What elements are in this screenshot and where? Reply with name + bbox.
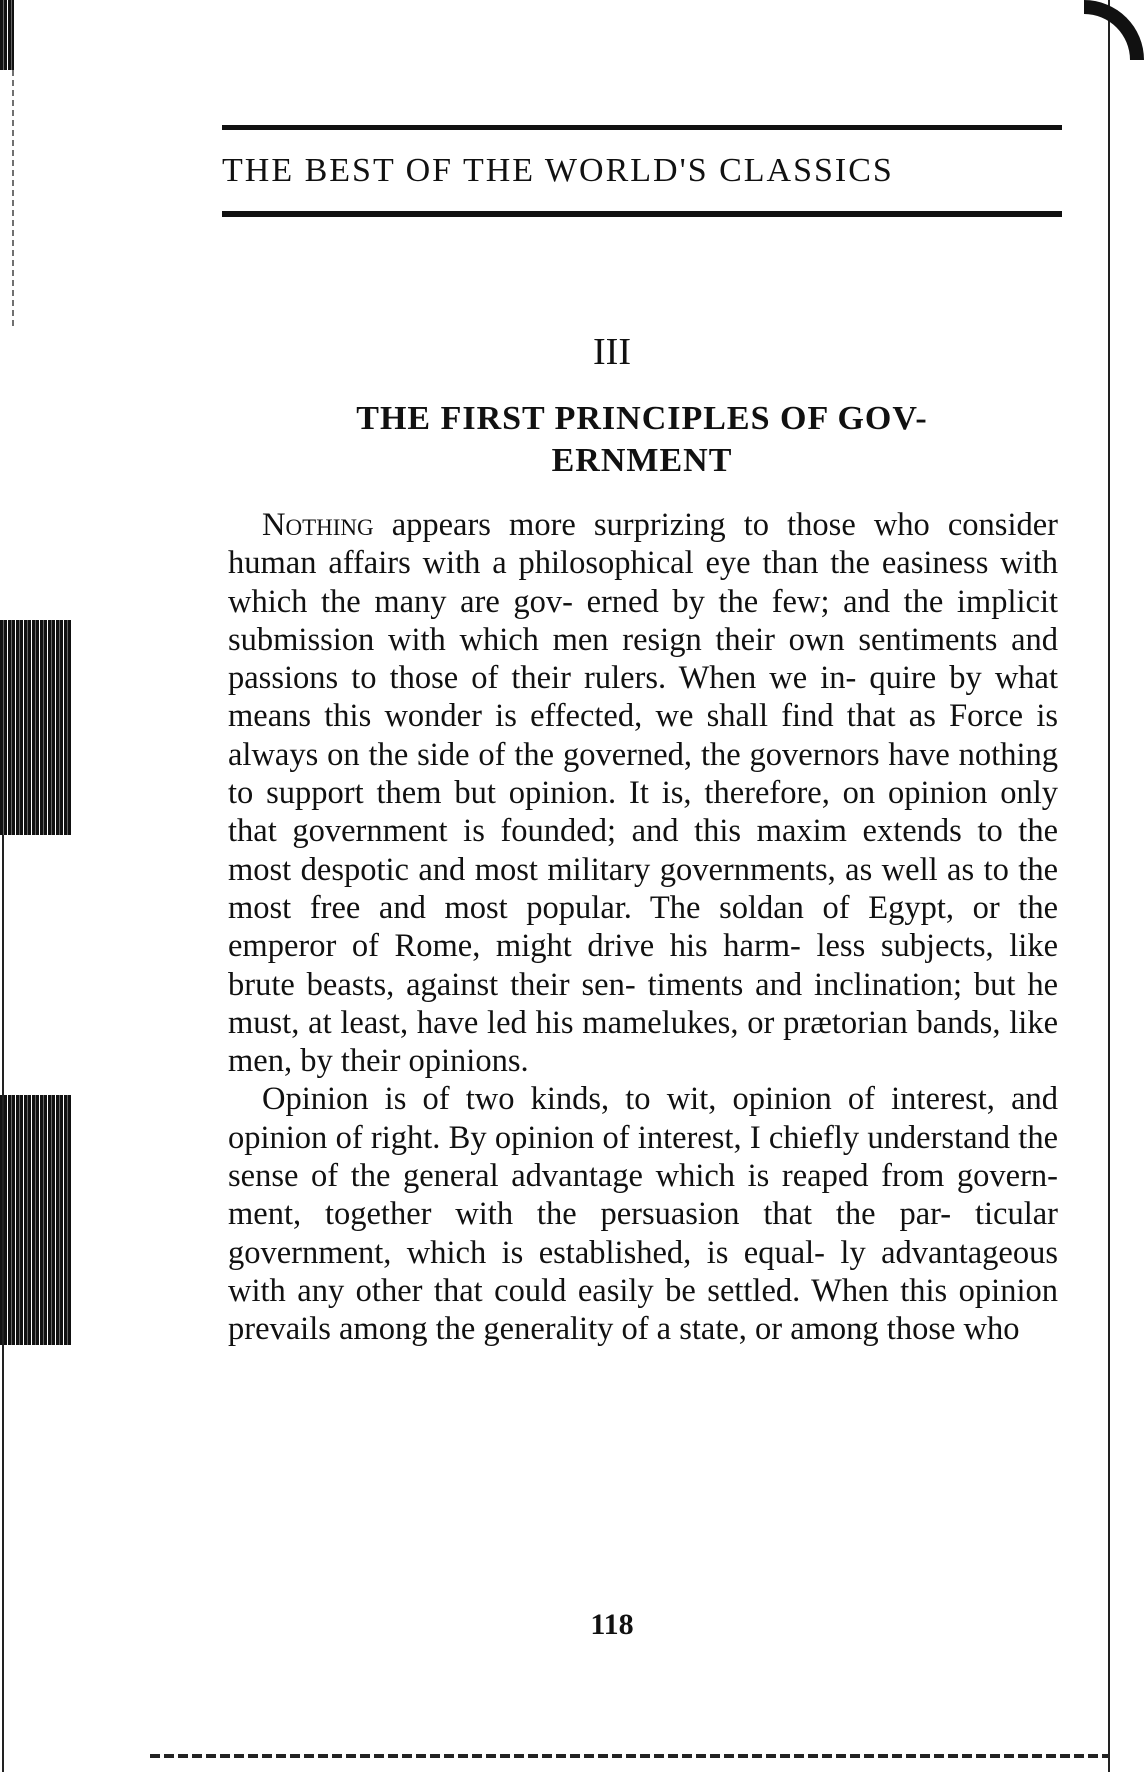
chapter-numeral: III (593, 331, 631, 373)
paragraph-1-text: appears more surprizing to those who consider human affairs with a philosophical eye than the easiness with which the many are gov- erned by the few; and the implicit submission with which men resign their own sentiments and passions to those of their rulers. When we in- quire by what means this wonder is effected, we shall find that as Force is always on the side of the governed, the governors have nothing to support them but opinion. It is, therefore, on opinion only that government is founded; and this maxim extends to the most despotic and most military governments, as well as to the most free and most popular. The soldan of Egypt, or the emperor of Rome, might drive his harm- less subjects, like brute beasts, against their sen- timents and inclination; but he must, at least, have led his mamelukes, or prætorian bands, like men, by their opinions. (228, 507, 1058, 1080)
gutter-edge-upper (0, 620, 72, 835)
paragraph-1-lead: Nothing (262, 507, 374, 543)
running-head: THE BEST OF THE WORLD'S CLASSICS (222, 152, 894, 189)
gutter-edge-top (0, 0, 14, 70)
paragraph-2: Opinion is of two kinds, to wit, opinion of interest, and opinion of right. By opinion of interest, I chiefly understand the sense of the general advantage which is reaped from govern- ment, together with the persuasion that the par- ticular government, which is established, is equal- ly advantageous with any other that could easily be settled. When this opinion prevails among the generality of a state, or among those who (228, 1081, 1058, 1348)
chapter-title (222, 398, 1062, 482)
gutter-edge-lower (0, 1095, 72, 1345)
right-page-corner (1084, 0, 1144, 60)
page-number: 118 (590, 1608, 634, 1641)
paragraph-1 (228, 506, 1058, 1080)
bottom-page-edge (150, 1754, 1110, 1758)
header-rule-bottom (222, 211, 1062, 217)
body-text (228, 506, 1058, 1349)
right-page-edge (1108, 0, 1126, 1772)
chapter-title-line-1: THE FIRST PRINCIPLES OF GOV- (356, 400, 928, 437)
chapter-title-line-2: ERNMENT (551, 442, 733, 479)
header-rule-top (222, 125, 1062, 130)
